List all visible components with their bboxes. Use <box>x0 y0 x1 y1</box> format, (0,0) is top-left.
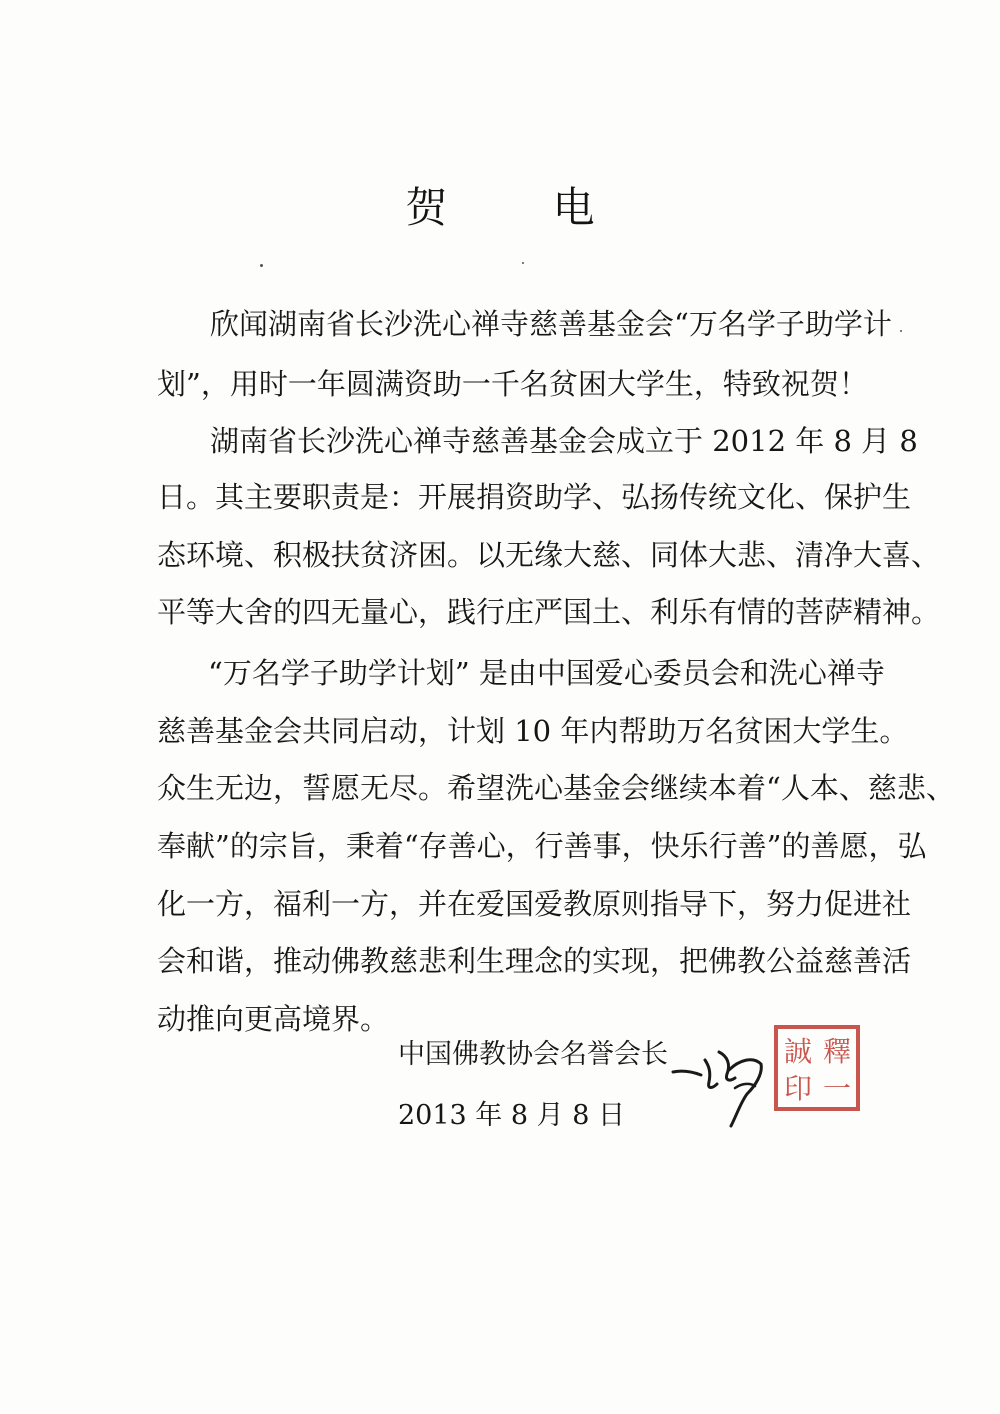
body-line-11: 化一方，福利一方，并在爱国爱教原则指导下，努力促进社 <box>157 887 912 921</box>
paper-speck <box>522 262 524 264</box>
body-line-13: 动推向更高境界。 <box>157 1002 390 1036</box>
body-line-7: “万名学子助学计划” 是由中国爱心委员会和洗心禅寺 <box>208 656 885 690</box>
paper-speck <box>260 264 263 267</box>
handwritten-signature <box>669 1030 765 1130</box>
seal-char-3: 誠 <box>783 1035 813 1068</box>
body-line-8: 慈善基金会共同启动，计划 10 年内帮助万名贫困大学生。 <box>157 714 909 748</box>
body-line-2: 划”，用时一年圆满资助一千名贫困大学生，特致祝贺！ <box>157 367 868 401</box>
signer-title: 中国佛教协会名誉会长 <box>398 1039 668 1070</box>
paper-speck <box>900 330 902 332</box>
body-line-9: 众生无边，誓愿无尽。希望洗心基金会继续本着“人本、慈悲、 <box>157 771 955 805</box>
body-line-5: 态环境、积极扶贫济困。以无缘大慈、同体大悲、清净大喜、 <box>157 538 941 572</box>
red-seal-stamp <box>773 1024 861 1112</box>
signing-date: 2013 年 8 月 8 日 <box>398 1100 625 1131</box>
body-line-10: 奉献”的宗旨，秉着“存善心，行善事，快乐行善”的善愿，弘 <box>157 829 927 863</box>
body-line-6: 平等大舍的四无量心，践行庄严国土、利乐有情的菩萨精神。 <box>157 595 941 629</box>
seal-char-4: 印 <box>783 1072 813 1105</box>
body-line-12: 会和谐，推动佛教慈悲利生理念的实现，把佛教公益慈善活 <box>157 944 912 978</box>
seal-char-1: 釋 <box>822 1035 852 1068</box>
seal-char-2: 一 <box>822 1072 852 1105</box>
body-line-3: 湖南省长沙洗心禅寺慈善基金会成立于 2012 年 8 月 8 <box>210 424 918 458</box>
body-line-1: 欣闻湖南省长沙洗心禅寺慈善基金会“万名学子助学计 <box>210 307 892 341</box>
body-line-4: 日。其主要职责是：开展捐资助学、弘扬传统文化、保护生 <box>157 480 912 514</box>
document-title: 贺 电 <box>405 183 641 232</box>
